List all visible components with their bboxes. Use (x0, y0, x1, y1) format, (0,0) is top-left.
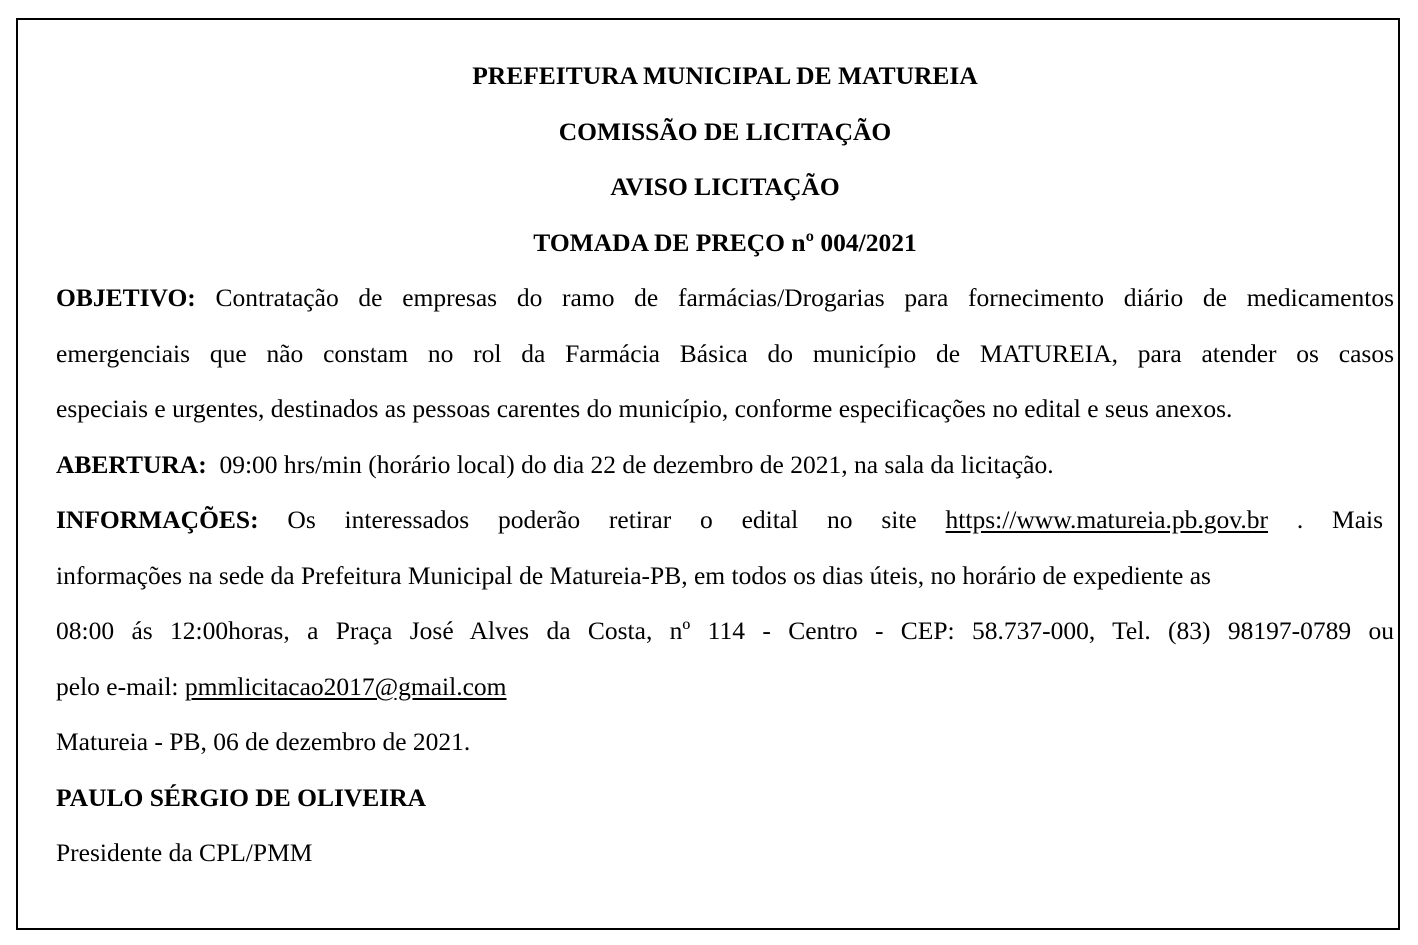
place-date: Matureia - PB, 06 de dezembro de 2021. (56, 727, 471, 756)
informacoes-text-1b: . Mais (1296, 505, 1384, 534)
signer-name: PAULO SÉRGIO DE OLIVEIRA (56, 782, 427, 812)
informacoes-line-2: informações na sede da Prefeitura Municipal de Matureia-PB, em todos os dias úteis, no horário de expediente as (56, 560, 1211, 590)
notice-title: AVISO LICITAÇÃO (610, 172, 840, 201)
commission-title: COMISSÃO DE LICITAÇÃO (558, 116, 892, 146)
abertura-line (56, 437, 1394, 493)
informacoes-line-1 (56, 492, 1383, 548)
signer-role: Presidente da CPL/PMM (56, 838, 313, 867)
objetivo-text-1: Contratação de empresas do ramo de farmácias/Drogarias para fornecimento diário de medicamentos (215, 283, 1395, 312)
objetivo-line-2: emergenciais que não constam no rol da Farmácia Básica do município de MATUREIA, para atender os casos (56, 338, 1394, 368)
informacoes-label: INFORMAÇÕES: (56, 505, 259, 534)
process-title: TOMADA DE PREÇO nº 004/2021 (533, 227, 917, 257)
informacoes-paragraph (56, 492, 1394, 714)
abertura-paragraph (56, 437, 1394, 493)
objetivo-line-1 (56, 270, 1394, 326)
abertura-text: 09:00 hrs/min (horário local) do dia 22 de dezembro de 2021, na sala da licitação. (219, 449, 1054, 479)
notice-frame (16, 18, 1400, 930)
informacoes-line-4 (56, 659, 1394, 715)
municipality-title: PREFEITURA MUNICIPAL DE MATUREIA (472, 61, 978, 90)
objetivo-paragraph (56, 270, 1394, 437)
informacoes-text-1a: Os interessados poderão retirar o edital no site (287, 505, 917, 534)
email-link[interactable]: pmmlicitacao2017@gmail.com (184, 671, 507, 701)
edital-site-link[interactable]: https://www.matureia.pb.gov.br (945, 505, 1269, 534)
abertura-label: ABERTURA: (56, 449, 207, 479)
informacoes-line-3: 08:00 ás 12:00horas, a Praça José Alves da Costa, nº 114 - Centro - CEP: 58.737-000, Tel. (83) 98197-0789 ou (56, 616, 1394, 645)
objetivo-line-3: especiais e urgentes, destinados as pessoas carentes do município, conforme especificações no edital e seus anexos. (56, 394, 1233, 423)
notice-content (56, 48, 1394, 881)
objetivo-label: OBJETIVO: (56, 283, 196, 312)
email-prefix: pelo e-mail: (56, 671, 179, 701)
signature-block (56, 714, 1394, 881)
